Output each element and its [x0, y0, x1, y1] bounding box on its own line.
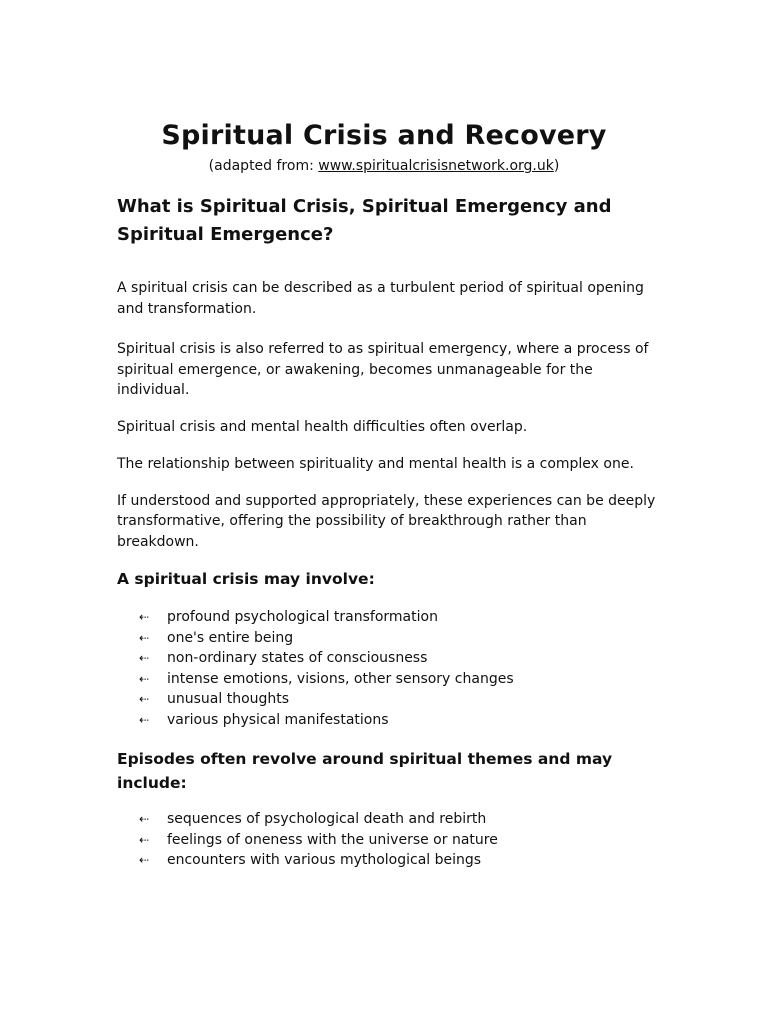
- list-item: [139, 809, 657, 830]
- title-block: [0, 116, 768, 176]
- episodes-heading: Episodes often revolve around spiritual themes and may include:: [117, 750, 613, 792]
- list-item-text: profound psychological transformation: [167, 609, 438, 625]
- source-prefix: (adapted from:: [208, 158, 319, 174]
- left-arrow-icon: ⇠: [139, 671, 150, 686]
- left-arrow-icon: ⇠: [139, 651, 150, 665]
- paragraph-transformative: If understood and supported appropriately, these experiences can be deeply transformative, offering the possibility of breakthrough rather than breakdown.: [117, 492, 656, 550]
- left-arrow-icon: ⇠: [139, 630, 150, 645]
- source-link[interactable]: www.spiritualcrisisnetwork.org.uk: [318, 158, 554, 174]
- episodes-list: [117, 809, 657, 871]
- list-item-text: non-ordinary states of consciousness: [167, 650, 428, 666]
- list-item: [139, 607, 657, 628]
- list-item: [139, 628, 657, 649]
- page-title: Spiritual Crisis and Recovery: [161, 120, 607, 151]
- paragraph-relationship: The relationship between spirituality and mental health is a complex one.: [117, 456, 634, 472]
- source-suffix: ): [553, 158, 560, 174]
- involve-heading: A spiritual crisis may involve:: [117, 570, 375, 588]
- left-arrow-icon: ⇠: [139, 832, 150, 847]
- list-item: [139, 830, 657, 851]
- involve-list: [117, 607, 657, 730]
- list-item: [139, 648, 657, 669]
- list-item: [139, 850, 657, 871]
- list-item: [139, 669, 657, 690]
- left-arrow-icon: ⇠: [139, 692, 150, 706]
- list-item-text: various physical manifestations: [167, 711, 389, 728]
- left-arrow-icon: ⇠: [139, 712, 150, 727]
- section-heading: What is Spiritual Crisis, Spiritual Emergency and Spiritual Emergence?: [117, 196, 612, 245]
- source-line: [0, 156, 768, 176]
- list-item-text: feelings of oneness with the universe or nature: [167, 831, 498, 848]
- left-arrow-icon: ⇠: [139, 853, 150, 867]
- list-item-text: one's entire being: [167, 629, 294, 646]
- list-item-text: encounters with various mythological beings: [167, 852, 482, 868]
- list-item-text: sequences of psychological death and rebirth: [167, 811, 487, 827]
- paragraph-emergency: Spiritual crisis is also referred to as spiritual emergency, where a process of spiritual emergence, or awakening, becomes unmanageable for the individual.: [117, 341, 649, 398]
- left-arrow-icon: ⇠: [139, 812, 150, 826]
- content: [117, 193, 657, 871]
- left-arrow-icon: ⇠: [139, 610, 150, 624]
- list-item: [139, 710, 657, 731]
- list-item: [139, 689, 657, 710]
- paragraph-overlap: Spiritual crisis and mental health difficulties often overlap.: [117, 418, 528, 435]
- list-item-text: intense emotions, visions, other sensory changes: [167, 670, 514, 687]
- list-item-text: unusual thoughts: [167, 691, 290, 707]
- paragraph-definition: A spiritual crisis can be described as a turbulent period of spiritual opening and transformation.: [117, 280, 644, 317]
